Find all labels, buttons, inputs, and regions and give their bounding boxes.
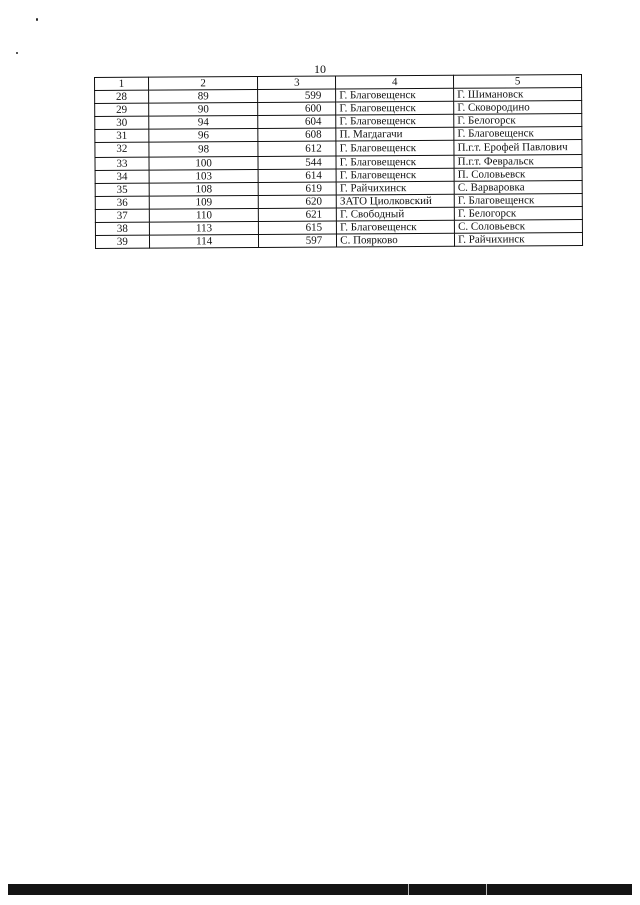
destination-cell: Г. Благовещенск <box>454 194 582 208</box>
column2-cell: 100 <box>149 156 259 170</box>
column2-cell: 103 <box>149 169 259 183</box>
column2-cell: 96 <box>149 128 259 142</box>
column3-cell: 620 <box>259 195 337 208</box>
column3-cell: 604 <box>258 115 336 128</box>
row-number-cell: 36 <box>95 196 149 209</box>
row-number-cell: 39 <box>95 235 149 248</box>
row-number-cell: 32 <box>95 142 149 157</box>
origin-cell: Г. Свободный <box>337 207 455 221</box>
column2-cell: 98 <box>149 141 259 157</box>
destination-cell: П. Соловьевск <box>454 168 582 182</box>
column2-cell: 94 <box>149 115 259 129</box>
scan-edge-bar <box>8 884 632 895</box>
column2-cell: 90 <box>148 102 258 116</box>
origin-cell: Г. Благовещенск <box>336 114 454 128</box>
origin-cell: Г. Райчихинск <box>336 181 454 195</box>
origin-cell: Г. Благовещенск <box>337 220 455 234</box>
row-number-cell: 33 <box>95 157 149 170</box>
column3-cell: 615 <box>259 221 337 234</box>
page-number: 10 <box>314 62 326 76</box>
destination-cell: П.г.т. Февральск <box>454 155 582 169</box>
column-header: 1 <box>95 77 149 90</box>
column3-cell: 614 <box>259 169 337 182</box>
scan-artifact <box>486 884 487 895</box>
scan-speck <box>36 18 38 21</box>
destination-cell: П.г.т. Ерофей Павлович <box>454 140 582 156</box>
column-header: 2 <box>148 76 258 90</box>
column2-cell: 89 <box>148 89 258 103</box>
row-number-cell: 30 <box>95 116 149 129</box>
origin-cell: Г. Благовещенск <box>336 88 454 102</box>
column3-cell: 599 <box>258 89 336 102</box>
origin-cell: С. Поярково <box>337 233 455 247</box>
column3-cell: 619 <box>259 182 337 195</box>
origin-cell: Г. Благовещенск <box>336 101 454 115</box>
row-number-cell: 34 <box>95 170 149 183</box>
destination-cell: Г. Благовещенск <box>454 127 582 141</box>
origin-cell: Г. Благовещенск <box>336 155 454 169</box>
column2-cell: 108 <box>149 182 259 196</box>
routes-table <box>94 74 583 249</box>
destination-cell: С. Соловьевск <box>455 220 583 234</box>
column3-cell: 621 <box>259 208 337 221</box>
column2-cell: 113 <box>149 221 259 235</box>
row-number-cell: 35 <box>95 183 149 196</box>
column-header: 5 <box>454 75 582 89</box>
row-number-cell: 28 <box>95 90 149 103</box>
origin-cell: ЗАТО Циолковский <box>336 194 454 208</box>
row-number-cell: 29 <box>95 103 149 116</box>
destination-cell: Г. Сковородино <box>454 101 582 115</box>
origin-cell: Г. Благовещенск <box>336 168 454 182</box>
destination-cell: Г. Шимановск <box>454 88 582 102</box>
origin-cell: Г. Благовещенск <box>336 140 454 156</box>
scan-speck <box>16 52 18 54</box>
row-number-cell: 38 <box>95 222 149 235</box>
column3-cell: 612 <box>258 141 336 156</box>
destination-cell: Г. Белогорск <box>454 207 582 221</box>
column3-cell: 608 <box>258 128 336 141</box>
row-number-cell: 31 <box>95 129 149 142</box>
column-header: 4 <box>336 75 454 89</box>
scan-artifact <box>408 884 409 895</box>
column2-cell: 109 <box>149 195 259 209</box>
destination-cell: Г. Белогорск <box>454 114 582 128</box>
column2-cell: 110 <box>149 208 259 222</box>
column3-cell: 600 <box>258 102 336 115</box>
table-row <box>95 233 582 249</box>
origin-cell: П. Магдагачи <box>336 127 454 141</box>
column2-cell: 114 <box>149 234 259 248</box>
column-header: 3 <box>258 76 336 89</box>
destination-cell: Г. Райчихинск <box>455 233 583 247</box>
column3-cell: 544 <box>258 156 336 169</box>
destination-cell: С. Варваровка <box>454 181 582 195</box>
column3-cell: 597 <box>259 234 337 247</box>
row-number-cell: 37 <box>95 209 149 222</box>
